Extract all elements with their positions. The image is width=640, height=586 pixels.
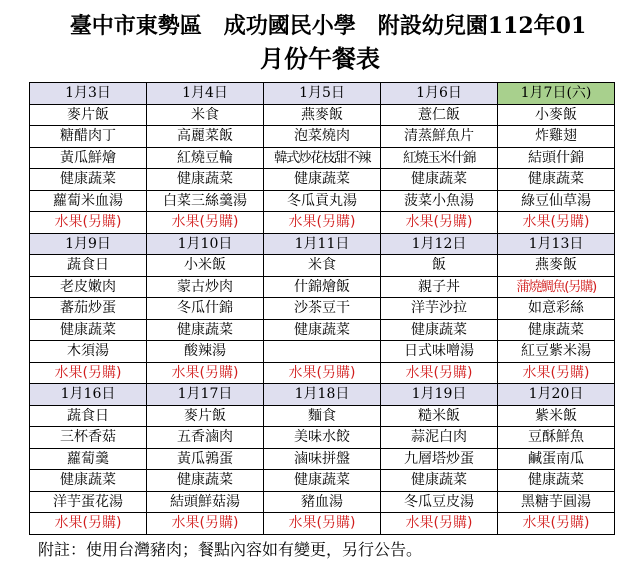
menu-cell: 滷味拼盤 (264, 448, 381, 470)
menu-cell: 蕃茄炒蛋 (30, 298, 147, 320)
menu-cell: 健康蔬菜 (147, 319, 264, 341)
date-cell: 1月10日 (147, 233, 264, 255)
menu-cell: 豆酥鮮魚 (498, 427, 615, 449)
fruit-cell: 水果(另購) (147, 513, 264, 535)
menu-cell: 蔬食日 (30, 255, 147, 277)
date-cell: 1月6日 (381, 83, 498, 105)
menu-cell: 麥片飯 (30, 104, 147, 126)
menu-cell: 綠豆仙草湯 (498, 190, 615, 212)
menu-cell: 蔬食日 (30, 405, 147, 427)
menu-cell: 健康蔬菜 (30, 319, 147, 341)
lunch-menu-table (29, 82, 615, 535)
menu-cell: 健康蔬菜 (147, 470, 264, 492)
date-cell: 1月5日 (264, 83, 381, 105)
menu-cell: 冬瓜貢丸湯 (264, 190, 381, 212)
main-dish-row (30, 427, 615, 449)
date-cell: 1月11日 (264, 233, 381, 255)
menu-cell: 洋芋沙拉 (381, 298, 498, 320)
menu-cell: 豬血湯 (264, 491, 381, 513)
side-dish-row (30, 448, 615, 470)
soup-row (30, 190, 615, 212)
fruit-cell: 水果(另購) (30, 212, 147, 234)
fruit-cell: 水果(另購) (147, 212, 264, 234)
menu-cell: 什錦燴飯 (264, 276, 381, 298)
menu-cell: 高麗菜飯 (147, 126, 264, 148)
date-row (30, 384, 615, 406)
fruit-row (30, 362, 615, 384)
fruit-cell: 水果(另購) (264, 212, 381, 234)
main-dish-row (30, 126, 615, 148)
date-cell: 1月18日 (264, 384, 381, 406)
side-dish-row (30, 298, 615, 320)
menu-cell: 飯 (381, 255, 498, 277)
main-dish-row (30, 276, 615, 298)
menu-cell: 米食 (147, 104, 264, 126)
menu-cell: 麥片飯 (147, 405, 264, 427)
menu-cell: 三杯香菇 (30, 427, 147, 449)
menu-cell: 健康蔬菜 (498, 470, 615, 492)
menu-cell: 紫米飯 (498, 405, 615, 427)
fruit-cell: 水果(另購) (264, 362, 381, 384)
fruit-cell: 水果(另購) (30, 513, 147, 535)
menu-cell: 健康蔬菜 (30, 470, 147, 492)
fruit-cell: 水果(另購) (498, 362, 615, 384)
date-cell: 1月16日 (30, 384, 147, 406)
date-cell: 1月13日 (498, 233, 615, 255)
menu-cell: 紅豆紫米湯 (498, 341, 615, 363)
menu-cell: 紅燒豆輪 (147, 147, 264, 169)
menu-cell: 健康蔬菜 (264, 169, 381, 191)
date-cell: 1月4日 (147, 83, 264, 105)
menu-cell: 如意彩絲 (498, 298, 615, 320)
staple-row (30, 405, 615, 427)
page-title-line2: 月份午餐表 (260, 44, 380, 73)
vegetable-row (30, 169, 615, 191)
menu-cell: 菠菜小魚湯 (381, 190, 498, 212)
fruit-cell: 水果(另購) (381, 212, 498, 234)
menu-cell: 鹹蛋南瓜 (498, 448, 615, 470)
menu-cell: 泡菜燒肉 (264, 126, 381, 148)
date-row (30, 83, 615, 105)
menu-cell: 健康蔬菜 (498, 169, 615, 191)
menu-cell: 黑糖芋圓湯 (498, 491, 615, 513)
footnote: 附註：使用台灣豬肉；餐點內容如有變更，另行公告。 (38, 540, 423, 559)
menu-cell: 酸辣湯 (147, 341, 264, 363)
menu-cell: 燕麥飯 (498, 255, 615, 277)
menu-cell: 親子丼 (381, 276, 498, 298)
menu-cell: 健康蔬菜 (381, 319, 498, 341)
menu-cell: 冬瓜豆皮湯 (381, 491, 498, 513)
vegetable-row (30, 319, 615, 341)
menu-cell: 沙茶豆干 (264, 298, 381, 320)
menu-cell: 五香滷肉 (147, 427, 264, 449)
staple-row (30, 255, 615, 277)
menu-cell: 韓式炒花枝甜不辣 (264, 147, 381, 169)
menu-cell: 糖醋肉丁 (30, 126, 147, 148)
fruit-cell: 水果(另購) (381, 362, 498, 384)
menu-cell: 糙米飯 (381, 405, 498, 427)
menu-cell: 健康蔬菜 (30, 169, 147, 191)
menu-cell: 黃瓜鮮燴 (30, 147, 147, 169)
soup-row (30, 491, 615, 513)
date-cell: 1月12日 (381, 233, 498, 255)
menu-cell: 木須湯 (30, 341, 147, 363)
fruit-cell: 水果(另購) (264, 513, 381, 535)
staple-row (30, 104, 615, 126)
vegetable-row (30, 470, 615, 492)
menu-cell: 結頭什錦 (498, 147, 615, 169)
menu-cell: 小麥飯 (498, 104, 615, 126)
menu-cell: 薏仁飯 (381, 104, 498, 126)
menu-cell: 健康蔬菜 (381, 470, 498, 492)
soup-row (30, 341, 615, 363)
menu-cell: 健康蔬菜 (381, 169, 498, 191)
menu-cell: 日式味噌湯 (381, 341, 498, 363)
menu-cell: 炸雞翅 (498, 126, 615, 148)
page-title-line1: 臺中市東勢區 成功國民小學 附設幼兒園112年01 (69, 13, 587, 39)
menu-cell-empty (264, 341, 381, 363)
date-cell: 1月19日 (381, 384, 498, 406)
menu-cell: 美味水餃 (264, 427, 381, 449)
menu-cell: 燕麥飯 (264, 104, 381, 126)
menu-cell: 蘿蔔羹 (30, 448, 147, 470)
menu-cell: 健康蔬菜 (147, 169, 264, 191)
menu-cell: 健康蔬菜 (498, 319, 615, 341)
menu-cell: 老皮嫩肉 (30, 276, 147, 298)
fruit-cell: 水果(另購) (498, 513, 615, 535)
fruit-row (30, 513, 615, 535)
date-cell: 1月3日 (30, 83, 147, 105)
menu-cell: 紅燒玉米什錦 (381, 147, 498, 169)
fruit-cell: 水果(另購) (498, 212, 615, 234)
menu-cell: 黃瓜鶉蛋 (147, 448, 264, 470)
menu-cell: 九層塔炒蛋 (381, 448, 498, 470)
menu-cell: 米食 (264, 255, 381, 277)
date-cell: 1月9日 (30, 233, 147, 255)
menu-cell: 蘿蔔米血湯 (30, 190, 147, 212)
menu-cell-extra-purchase: 蒲燒鯛魚(另購) (498, 276, 615, 298)
menu-cell: 白菜三絲羹湯 (147, 190, 264, 212)
fruit-cell: 水果(另購) (381, 513, 498, 535)
fruit-cell: 水果(另購) (30, 362, 147, 384)
menu-cell: 清蒸鮮魚片 (381, 126, 498, 148)
menu-cell: 健康蔬菜 (264, 319, 381, 341)
date-cell: 1月17日 (147, 384, 264, 406)
menu-cell: 麵食 (264, 405, 381, 427)
date-row (30, 233, 615, 255)
menu-cell: 健康蔬菜 (264, 470, 381, 492)
fruit-cell: 水果(另購) (147, 362, 264, 384)
menu-cell: 蒙古炒肉 (147, 276, 264, 298)
menu-cell: 冬瓜什錦 (147, 298, 264, 320)
menu-cell: 洋芋蛋花湯 (30, 491, 147, 513)
date-cell: 1月20日 (498, 384, 615, 406)
date-cell-saturday: 1月7日(六) (498, 83, 615, 105)
menu-cell: 結頭鮮菇湯 (147, 491, 264, 513)
side-dish-row (30, 147, 615, 169)
fruit-row (30, 212, 615, 234)
menu-cell: 小米飯 (147, 255, 264, 277)
menu-cell: 蒜泥白肉 (381, 427, 498, 449)
